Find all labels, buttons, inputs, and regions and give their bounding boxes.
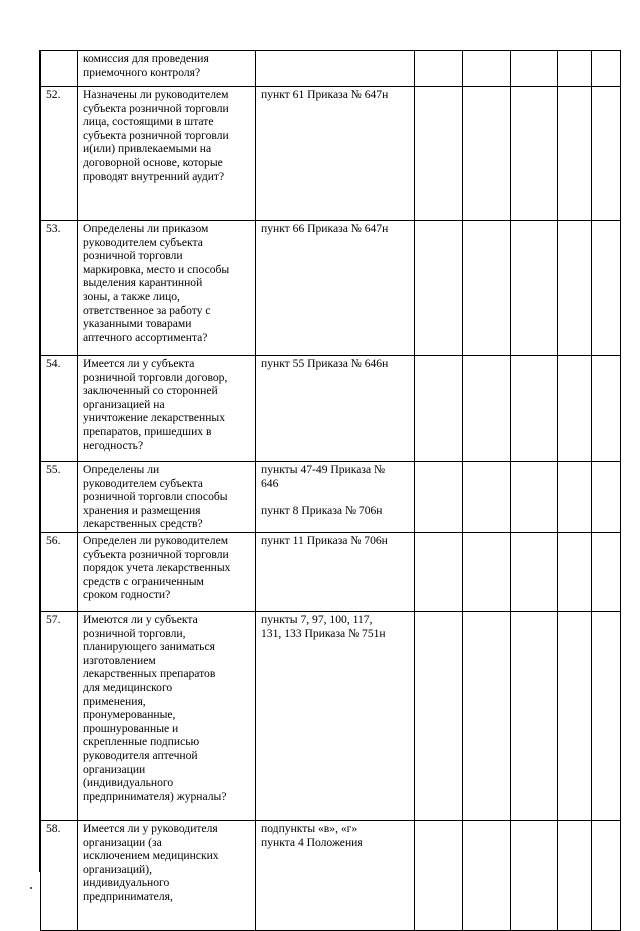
question-line: руководителя аптечной: [83, 748, 198, 762]
question-line: Имеется ли у руководителя: [83, 822, 218, 835]
answer-cell: [415, 221, 463, 356]
question-line: Назначены ли руководителем: [83, 88, 229, 101]
answer-cell: [463, 356, 511, 462]
answer-cell: [592, 462, 621, 533]
reference-line: пункт 61 Приказа № 647н: [261, 88, 389, 101]
question-line: Определены ли: [83, 463, 160, 476]
row-number: 52.: [41, 87, 78, 221]
question-line: лица, состоящими в штате: [83, 115, 214, 129]
requirement-question: [78, 356, 256, 462]
question-line: руководителем субъекта: [83, 235, 203, 249]
answer-cell: [463, 221, 511, 356]
question-line: предпринимателя) журналы?: [83, 789, 227, 803]
reference-line: пункта 4 Положения: [261, 835, 363, 849]
reference-line: пункт 55 Приказа № 646н: [261, 357, 389, 370]
scan-mark: [30, 887, 32, 889]
question-line: Определены ли приказом: [83, 222, 209, 235]
question-line: индивидуального: [83, 876, 170, 890]
legal-reference: [256, 533, 415, 612]
row-number: 54.: [41, 356, 78, 462]
question-line: указанными товарами: [83, 317, 192, 331]
question-line: розничной торговли договор,: [83, 370, 228, 384]
question-line: хранения и размещения: [83, 503, 201, 517]
question-line: лекарственных средств?: [83, 517, 203, 531]
table-row: [41, 462, 621, 533]
question-line: изготовлением: [83, 653, 156, 667]
answer-cell: [415, 51, 463, 87]
question-line: организаций),: [83, 862, 153, 876]
reference-line: пункты 47-49 Приказа №: [261, 463, 386, 476]
requirement-question: [78, 87, 256, 221]
requirement-question: [78, 821, 256, 931]
question-line: руководителем субъекта: [83, 476, 203, 490]
answer-cell: [415, 821, 463, 931]
question-line: организации (за: [83, 835, 162, 849]
row-number: 55.: [41, 462, 78, 533]
question-line: Имеется ли у субъекта: [83, 357, 195, 370]
reference-line: пункт 8 Приказа № 706н: [261, 503, 383, 517]
legal-reference: [256, 87, 415, 221]
answer-cell: [558, 356, 592, 462]
answer-cell: [511, 356, 558, 462]
reference-gap: [261, 490, 411, 504]
question-line: зоны, а также лицо,: [83, 289, 180, 303]
legal-reference: [256, 612, 415, 821]
answer-cell: [415, 87, 463, 221]
requirement-question: [78, 221, 256, 356]
table-row: [41, 821, 621, 931]
answer-cell: [511, 462, 558, 533]
question-line: субъекта розничной торговли: [83, 101, 229, 115]
question-line: для медицинского: [83, 680, 173, 694]
question-line: препаратов, пришедших в: [83, 424, 212, 438]
answer-cell: [511, 87, 558, 221]
answer-cell: [463, 821, 511, 931]
question-line: организацией на: [83, 397, 165, 411]
legal-reference: [256, 462, 415, 533]
question-line: розничной торговли: [83, 249, 183, 263]
question-line: заключенный со сторонней: [83, 384, 218, 398]
answer-cell: [463, 533, 511, 612]
requirement-question: [78, 612, 256, 821]
question-line: маркировка, место и способы: [83, 262, 230, 276]
answer-cell: [592, 612, 621, 821]
legal-reference: [256, 221, 415, 356]
question-line: исключением медицинских: [83, 849, 219, 863]
answer-cell: [415, 533, 463, 612]
question-line: комиссия для проведения: [83, 52, 209, 65]
question-line: розничной торговли способы: [83, 490, 228, 504]
question-line: субъекта розничной торговли: [83, 128, 229, 142]
requirement-question: [78, 533, 256, 612]
answer-cell: [511, 221, 558, 356]
question-line: Имеются ли у субъекта: [83, 613, 198, 626]
question-line: субъекта розничной торговли: [83, 547, 229, 561]
reference-line: подпункты «в», «г»: [261, 822, 358, 835]
question-line: скрепленные подписью: [83, 735, 200, 749]
question-line: организации: [83, 762, 146, 776]
question-line: предпринимателя,: [83, 889, 173, 903]
answer-cell: [511, 533, 558, 612]
question-line: применения,: [83, 694, 146, 708]
answer-cell: [558, 462, 592, 533]
table-row: [41, 51, 621, 87]
requirement-question: [78, 462, 256, 533]
answer-cell: [592, 221, 621, 356]
question-line: ответственное за работу с: [83, 303, 211, 317]
reference-line: пункт 11 Приказа № 706н: [261, 534, 388, 547]
answer-cell: [592, 51, 621, 87]
answer-cell: [415, 356, 463, 462]
checklist-table: [40, 50, 621, 931]
row-number: 53.: [41, 221, 78, 356]
answer-cell: [592, 87, 621, 221]
question-line: пронумерованные,: [83, 708, 176, 722]
question-line: планирующего заниматься: [83, 640, 215, 654]
answer-cell: [463, 612, 511, 821]
legal-reference: [256, 356, 415, 462]
question-line: прошнурованные и: [83, 721, 179, 735]
answer-cell: [463, 462, 511, 533]
answer-cell: [558, 51, 592, 87]
question-line: уничтожение лекарственных: [83, 411, 226, 425]
question-line: порядок учета лекарственных: [83, 561, 231, 575]
table-row: [41, 87, 621, 221]
question-line: и(или) привлекаемыми на: [83, 142, 212, 156]
answer-cell: [592, 356, 621, 462]
answer-cell: [558, 533, 592, 612]
answer-cell: [592, 533, 621, 612]
row-number: [41, 51, 78, 87]
checklist-rows: [41, 51, 621, 931]
question-line: проводят внутренний аудит?: [83, 169, 225, 183]
question-line: лекарственных препаратов: [83, 667, 216, 681]
answer-cell: [511, 821, 558, 931]
table-row: [41, 612, 621, 821]
answer-cell: [558, 612, 592, 821]
checklist-page: [39, 50, 621, 903]
row-number: 58.: [41, 821, 78, 931]
answer-cell: [592, 821, 621, 931]
reference-line: пункт 66 Приказа № 647н: [261, 222, 389, 235]
question-line: негодность?: [83, 438, 144, 452]
answer-cell: [463, 51, 511, 87]
question-line: (индивидуального: [83, 776, 174, 790]
answer-cell: [558, 87, 592, 221]
answer-cell: [558, 821, 592, 931]
question-line: сроком годности?: [83, 588, 171, 602]
reference-line: пункты 7, 97, 100, 117,: [261, 613, 373, 626]
answer-cell: [415, 462, 463, 533]
answer-cell: [558, 221, 592, 356]
question-line: договорной основе, которые: [83, 155, 223, 169]
row-number: 57.: [41, 612, 78, 821]
question-line: средств с ограниченным: [83, 574, 204, 588]
table-row: [41, 221, 621, 356]
requirement-question: [78, 51, 256, 87]
answer-cell: [511, 612, 558, 821]
answer-cell: [415, 612, 463, 821]
question-line: Определен ли руководителем: [83, 534, 229, 547]
question-line: выделения карантинной: [83, 276, 203, 290]
reference-line: 131, 133 Приказа № 751н: [261, 626, 386, 640]
legal-reference: [256, 821, 415, 931]
question-line: аптечного ассортимента?: [83, 330, 208, 344]
answer-cell: [463, 87, 511, 221]
question-line: розничной торговли,: [83, 626, 186, 640]
reference-line: 646: [261, 476, 279, 490]
table-row: [41, 356, 621, 462]
question-line: приемочного контроля?: [83, 65, 201, 79]
answer-cell: [511, 51, 558, 87]
legal-reference: [256, 51, 415, 87]
row-number: 56.: [41, 533, 78, 612]
table-row: [41, 533, 621, 612]
